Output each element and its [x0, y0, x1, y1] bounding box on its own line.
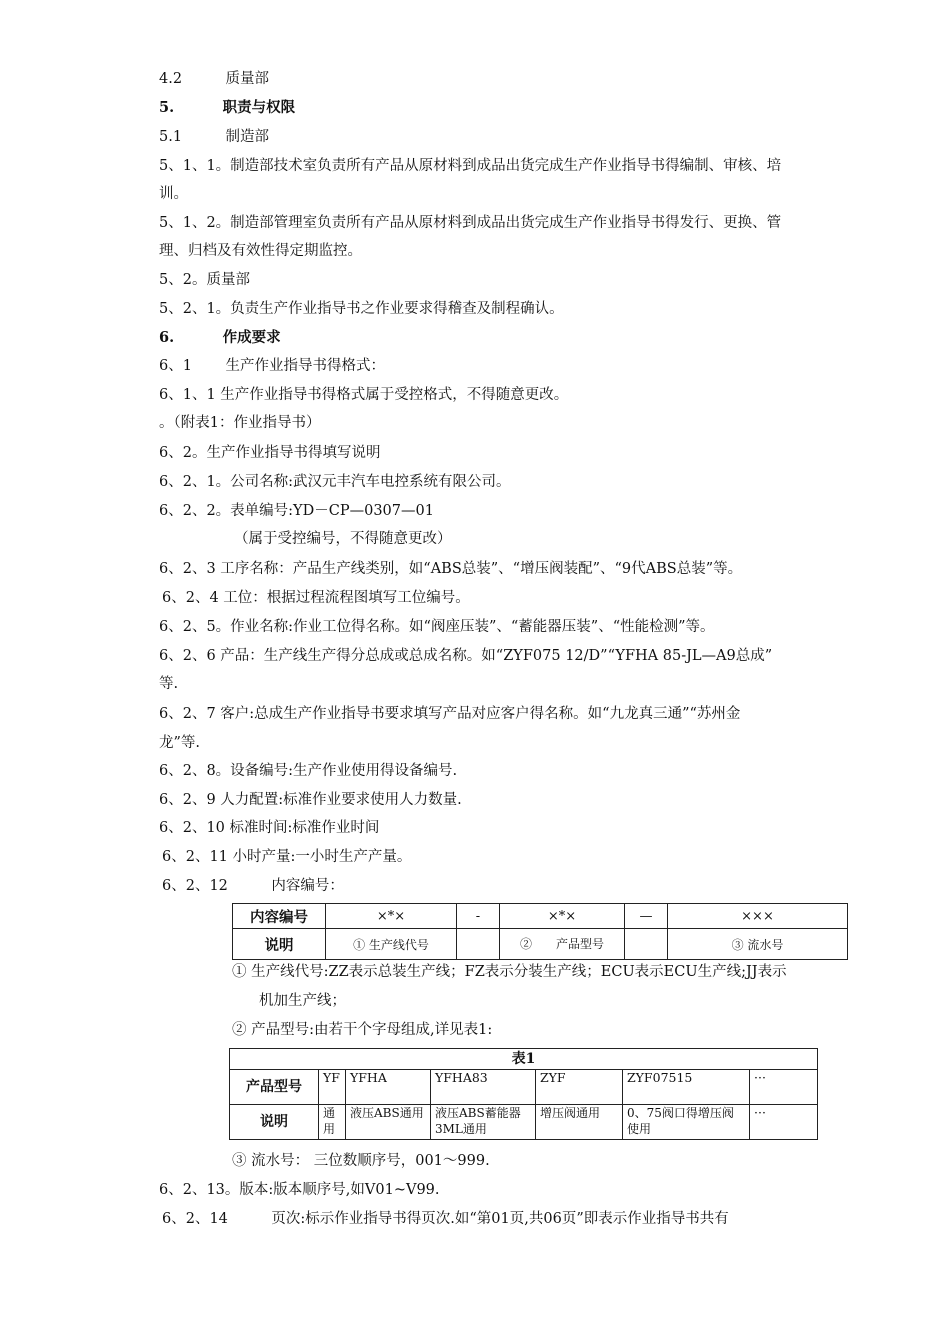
- section-4-2: 4.2 质量部: [159, 71, 270, 87]
- item-1-line-code: ① 生产线代号:ZZ表示总装生产线；FZ表示分装生产线；ECU表示ECU生产线;JJ表示: [232, 964, 787, 980]
- para-6-2-4: 6、2、4 工位：根据过程流程图填写工位编号。: [162, 590, 470, 606]
- table-1-cell: ZYF: [536, 1070, 623, 1105]
- table-1-cell: 液压ABS通用: [346, 1105, 431, 1140]
- table-1-model-label: 产品型号: [230, 1070, 319, 1105]
- para-6-2-9: 6、2、9 人力配置:标准作业要求使用人力数量.: [159, 792, 462, 808]
- table-1: [229, 1048, 818, 1140]
- table-row: [230, 1070, 818, 1105]
- section-6-heading: 6. 作成要求: [159, 329, 281, 346]
- section-5-1: 5.1 制造部: [159, 129, 270, 145]
- para-6-2-13: 6、2、13。版本:版本顺序号,如V01~V99.: [159, 1182, 440, 1198]
- empty-cell: [457, 929, 500, 960]
- code-label-cell: 内容编号: [233, 904, 326, 929]
- item-3-serial-number: ③ 流水号： 三位数顺序号，001～999.: [232, 1153, 490, 1169]
- content-code-table: [232, 903, 848, 960]
- table-1-desc-label: 说明: [230, 1105, 319, 1140]
- code-dash-cell: —: [625, 904, 668, 929]
- table-row: [230, 1049, 818, 1070]
- para-5-1-2: 5、1、2。制造部管理室负责所有产品从原材料到成品出货完成生产作业指导书得发行、更换、管: [159, 215, 782, 231]
- para-6-2-10: 6、2、10 标准时间:标准作业时间: [159, 820, 380, 836]
- table-1-cell: 0、75阀口得增压阀使用: [623, 1105, 750, 1140]
- empty-cell: [625, 929, 668, 960]
- table-1-cell: ZYF07515: [623, 1070, 750, 1105]
- para-6-1-1: 6、1、1 生产作业指导书得格式属于受控格式，不得随意更改。: [159, 387, 569, 403]
- para-6-2-14: 6、2、14 页次:标示作业指导书得页次.如“第01页,共06页”即表示作业指导书共有: [162, 1211, 729, 1227]
- para-6-2-7: 6、2、7 客户:总成生产作业指导书要求填写产品对应客户得名称。如“九龙真三通”“苏州金: [159, 706, 741, 722]
- para-6-2-6-cont: 等.: [159, 676, 179, 692]
- para-5-2-1: 5、2、1。负责生产作业指导书之作业要求得稽查及制程确认。: [159, 301, 564, 317]
- para-5-1-1: 5、1、1。制造部技术室负责所有产品从原材料到成品出货完成生产作业指导书得编制、审核、培: [159, 158, 782, 174]
- code-cell: ×*×: [326, 904, 457, 929]
- table-1-cell: YFHA: [346, 1070, 431, 1105]
- code-cell: ×××: [668, 904, 848, 929]
- item-1-line-code-cont: 机加生产线；: [259, 993, 346, 1009]
- para-6-2-2-note: （属于受控编号，不得随意更改）: [234, 531, 452, 547]
- section-6-1: 6、1 生产作业指导书得格式：: [159, 358, 386, 374]
- explain-cell: ② 产品型号: [500, 929, 625, 960]
- para-6-2-6: 6、2、6 产品：生产线生产得分总成或总成名称。如“ZYF075 12/D”“YFHA 85-JL—A9总成”: [159, 648, 773, 664]
- table-1-cell: 通用: [319, 1105, 346, 1140]
- section-6-2: 6、2。生产作业指导书得填写说明: [159, 445, 381, 461]
- para-6-2-7-cont: 龙”等.: [159, 735, 201, 751]
- table-row: [233, 904, 848, 929]
- para-5-1-2-cont: 理、归档及有效性得定期监控。: [159, 243, 362, 259]
- table-1-caption: 表1: [230, 1049, 818, 1070]
- table-1-cell: ···: [750, 1105, 818, 1140]
- table-1-cell: YF: [319, 1070, 346, 1105]
- table-1-cell: YFHA83: [431, 1070, 536, 1105]
- para-6-2-1: 6、2、1。公司名称:武汉元丰汽车电控系统有限公司。: [159, 474, 511, 490]
- para-6-2-5: 6、2、5。作业名称:作业工位得名称。如“阀座压装”、“蓄能器压装”、“性能检测”等。: [159, 619, 715, 635]
- para-6-2-11: 6、2、11 小时产量:一小时生产产量。: [162, 849, 412, 865]
- para-5-1-1-cont: 训。: [159, 186, 188, 202]
- table-1-cell: 液压ABS蓄能器3ML通用: [431, 1105, 536, 1140]
- para-6-2-3: 6、2、3 工序名称：产品生产线类别，如“ABS总装”、“增压阀装配”、“9代ABS总装”等。: [159, 561, 743, 577]
- code-cell: ×*×: [500, 904, 625, 929]
- explain-cell: ③ 流水号: [668, 929, 848, 960]
- explain-label-cell: 说明: [233, 929, 326, 960]
- table-row: [230, 1105, 818, 1140]
- para-6-2-8: 6、2、8。设备编号:生产作业使用得设备编号.: [159, 763, 458, 779]
- section-5-heading: 5. 职责与权限: [159, 99, 296, 116]
- table-1-cell: ···: [750, 1070, 818, 1105]
- para-6-2-2: 6、2、2。表单编号:YD－CP—0307—01: [159, 503, 434, 519]
- appendix-note: 。（附表1：作业指导书）: [159, 415, 321, 431]
- item-2-product-model: ② 产品型号:由若干个字母组成,详见表1:: [232, 1022, 493, 1038]
- table-1-cell: 增压阀通用: [536, 1105, 623, 1140]
- code-dash-cell: -: [457, 904, 500, 929]
- table-row: [233, 929, 848, 960]
- section-5-2: 5、2。质量部: [159, 272, 250, 288]
- para-6-2-12: 6、2、12 内容编号：: [162, 878, 344, 894]
- explain-cell: ① 生产线代号: [326, 929, 457, 960]
